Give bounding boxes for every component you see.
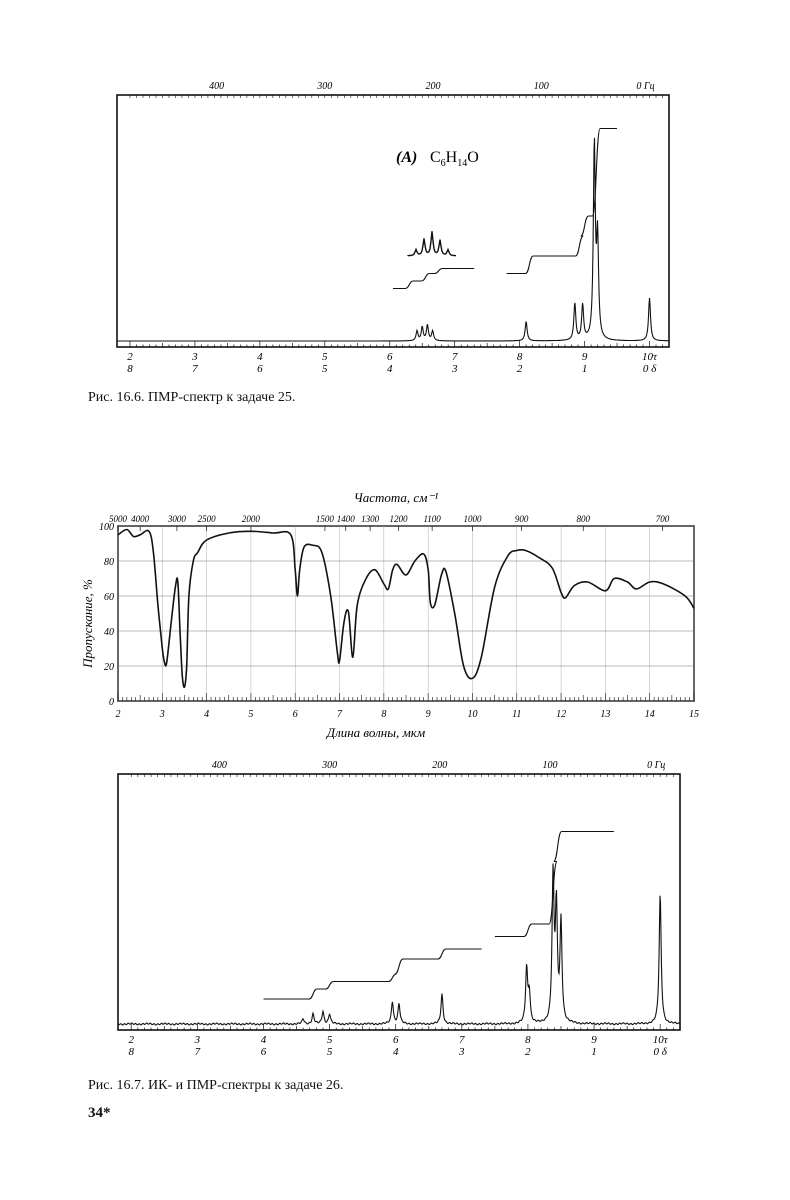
plot-frame <box>118 526 694 701</box>
formula-h: H <box>445 149 458 166</box>
delta-tick-label: 7 <box>192 363 198 375</box>
tau-tick-label: 3 <box>192 351 198 363</box>
tau-tick-label: 10τ <box>642 351 657 363</box>
delta-tick-label: 1 <box>591 1046 597 1058</box>
ir-x-axis-title: Длина волны, мкм <box>326 725 426 740</box>
delta-tick-label: 2 <box>525 1046 531 1058</box>
delta-tick-label: 3 <box>451 363 458 375</box>
tau-tick-label: 5 <box>322 351 328 363</box>
freq-tick-label: 900 <box>514 514 529 524</box>
integral-curve <box>507 129 617 274</box>
tau-tick-label: 9 <box>591 1034 597 1046</box>
figure-16-7-caption: Рис. 16.7. ИК- и ПМР-спектры к задаче 26. <box>88 1078 344 1093</box>
x-tick-label: 2 <box>115 709 121 720</box>
page-number: 34* <box>88 1105 111 1121</box>
nmr-trace <box>118 864 680 1026</box>
hz-tick-label: 300 <box>317 81 333 92</box>
delta-tick-label: 7 <box>194 1046 201 1058</box>
delta-tick-label: 4 <box>392 1046 399 1058</box>
y-tick-label: 60 <box>104 592 114 603</box>
nmr-spectrum-25 <box>117 81 669 375</box>
x-tick-label: 7 <box>337 709 343 720</box>
freq-tick-label: 1400 <box>336 514 355 524</box>
delta-tick-label: 8 <box>127 363 133 375</box>
delta-tick-label: 5 <box>326 1046 333 1058</box>
freq-tick-label: 5000 <box>109 514 127 524</box>
x-tick-label: 13 <box>600 709 611 720</box>
integral-curve <box>393 269 474 289</box>
compound-formula <box>430 149 479 169</box>
multiplet-inset <box>408 231 456 256</box>
x-tick-label: 14 <box>644 709 655 720</box>
formula-sub-h: 14 <box>457 158 468 169</box>
hz-tick-label: 100 <box>542 760 558 771</box>
x-tick-label: 11 <box>512 709 522 720</box>
x-tick-label: 5 <box>248 709 254 720</box>
plot-frame <box>118 774 680 1030</box>
hz-tick-label: 400 <box>211 760 227 771</box>
freq-tick-label: 1300 <box>361 514 380 524</box>
tau-tick-label: 6 <box>387 351 393 363</box>
delta-tick-label: 8 <box>128 1046 134 1058</box>
hz-tick-label: 0 Гц <box>647 760 666 771</box>
tau-tick-label: 3 <box>194 1034 201 1046</box>
tau-tick-label: 2 <box>128 1034 134 1046</box>
freq-tick-label: 1500 <box>315 514 334 524</box>
x-tick-label: 3 <box>159 709 165 720</box>
freq-tick-label: 2500 <box>197 514 216 524</box>
x-tick-label: 15 <box>689 709 699 720</box>
formula-sub-c: 6 <box>440 158 446 169</box>
y-tick-label: 20 <box>104 662 114 673</box>
hz-tick-label: 200 <box>432 760 448 771</box>
tau-tick-label: 5 <box>326 1034 333 1046</box>
nmr-trace <box>117 138 669 341</box>
tau-tick-label: 8 <box>516 351 523 363</box>
tau-tick-label: 4 <box>260 1034 267 1046</box>
delta-tick-label: 1 <box>581 363 588 375</box>
formula-c: C <box>430 149 441 166</box>
x-tick-label: 10 <box>467 709 478 720</box>
formula-o: O <box>467 149 479 166</box>
integral-curve <box>264 949 482 999</box>
delta-tick-label: 3 <box>459 1046 465 1058</box>
tau-tick-label: 9 <box>581 351 588 363</box>
freq-tick-label: 1100 <box>423 514 441 524</box>
ir-y-axis-title: Пропускание, % <box>80 579 95 668</box>
figure-16-6-caption: Рис. 16.6. ПМР-спектр к задаче 25. <box>88 390 296 405</box>
delta-tick-label: 4 <box>387 363 393 375</box>
tau-tick-label: 6 <box>392 1034 399 1046</box>
freq-tick-label: 700 <box>655 514 670 524</box>
delta-tick-label: 5 <box>322 363 328 375</box>
hz-tick-label: 0 Гц <box>636 81 655 92</box>
hz-tick-label: 200 <box>425 81 441 92</box>
nmr-spectrum-26 <box>118 760 680 1058</box>
hz-tick-label: 400 <box>209 81 225 92</box>
delta-tick-label: 6 <box>257 363 263 375</box>
tau-tick-label: 7 <box>459 1034 465 1046</box>
tau-tick-label: 8 <box>525 1034 531 1046</box>
compound-label: (A) <box>396 149 418 166</box>
ir-top-axis-title: Частота, см⁻¹ <box>353 490 439 505</box>
freq-tick-label: 1200 <box>389 514 408 524</box>
hz-tick-label: 100 <box>533 81 549 92</box>
freq-tick-label: 3000 <box>167 514 186 524</box>
tau-tick-label: 10τ <box>652 1034 668 1046</box>
ir-trace <box>118 529 694 687</box>
tau-tick-label: 7 <box>451 351 458 363</box>
freq-tick-label: 4000 <box>131 514 150 524</box>
x-tick-label: 8 <box>381 709 387 720</box>
hz-tick-label: 300 <box>322 760 338 771</box>
x-tick-label: 12 <box>556 709 567 720</box>
tau-tick-label: 2 <box>127 351 133 363</box>
freq-tick-label: 800 <box>576 514 590 524</box>
y-tick-label: 80 <box>104 557 114 568</box>
x-tick-label: 6 <box>292 709 298 720</box>
x-tick-label: 9 <box>425 709 431 720</box>
delta-tick-label: 0 δ <box>642 363 657 375</box>
ir-spectrum-26 <box>80 490 699 740</box>
freq-tick-label: 1000 <box>463 514 482 524</box>
tau-tick-label: 4 <box>257 351 263 363</box>
delta-tick-label: 2 <box>516 363 523 375</box>
y-tick-label: 0 <box>109 697 114 708</box>
delta-tick-label: 6 <box>260 1046 267 1058</box>
y-tick-label: 40 <box>104 627 114 638</box>
x-tick-label: 4 <box>204 709 210 720</box>
freq-tick-label: 2000 <box>241 514 260 524</box>
y-tick-label: 100 <box>99 522 114 533</box>
delta-tick-label: 0 δ <box>653 1046 667 1058</box>
